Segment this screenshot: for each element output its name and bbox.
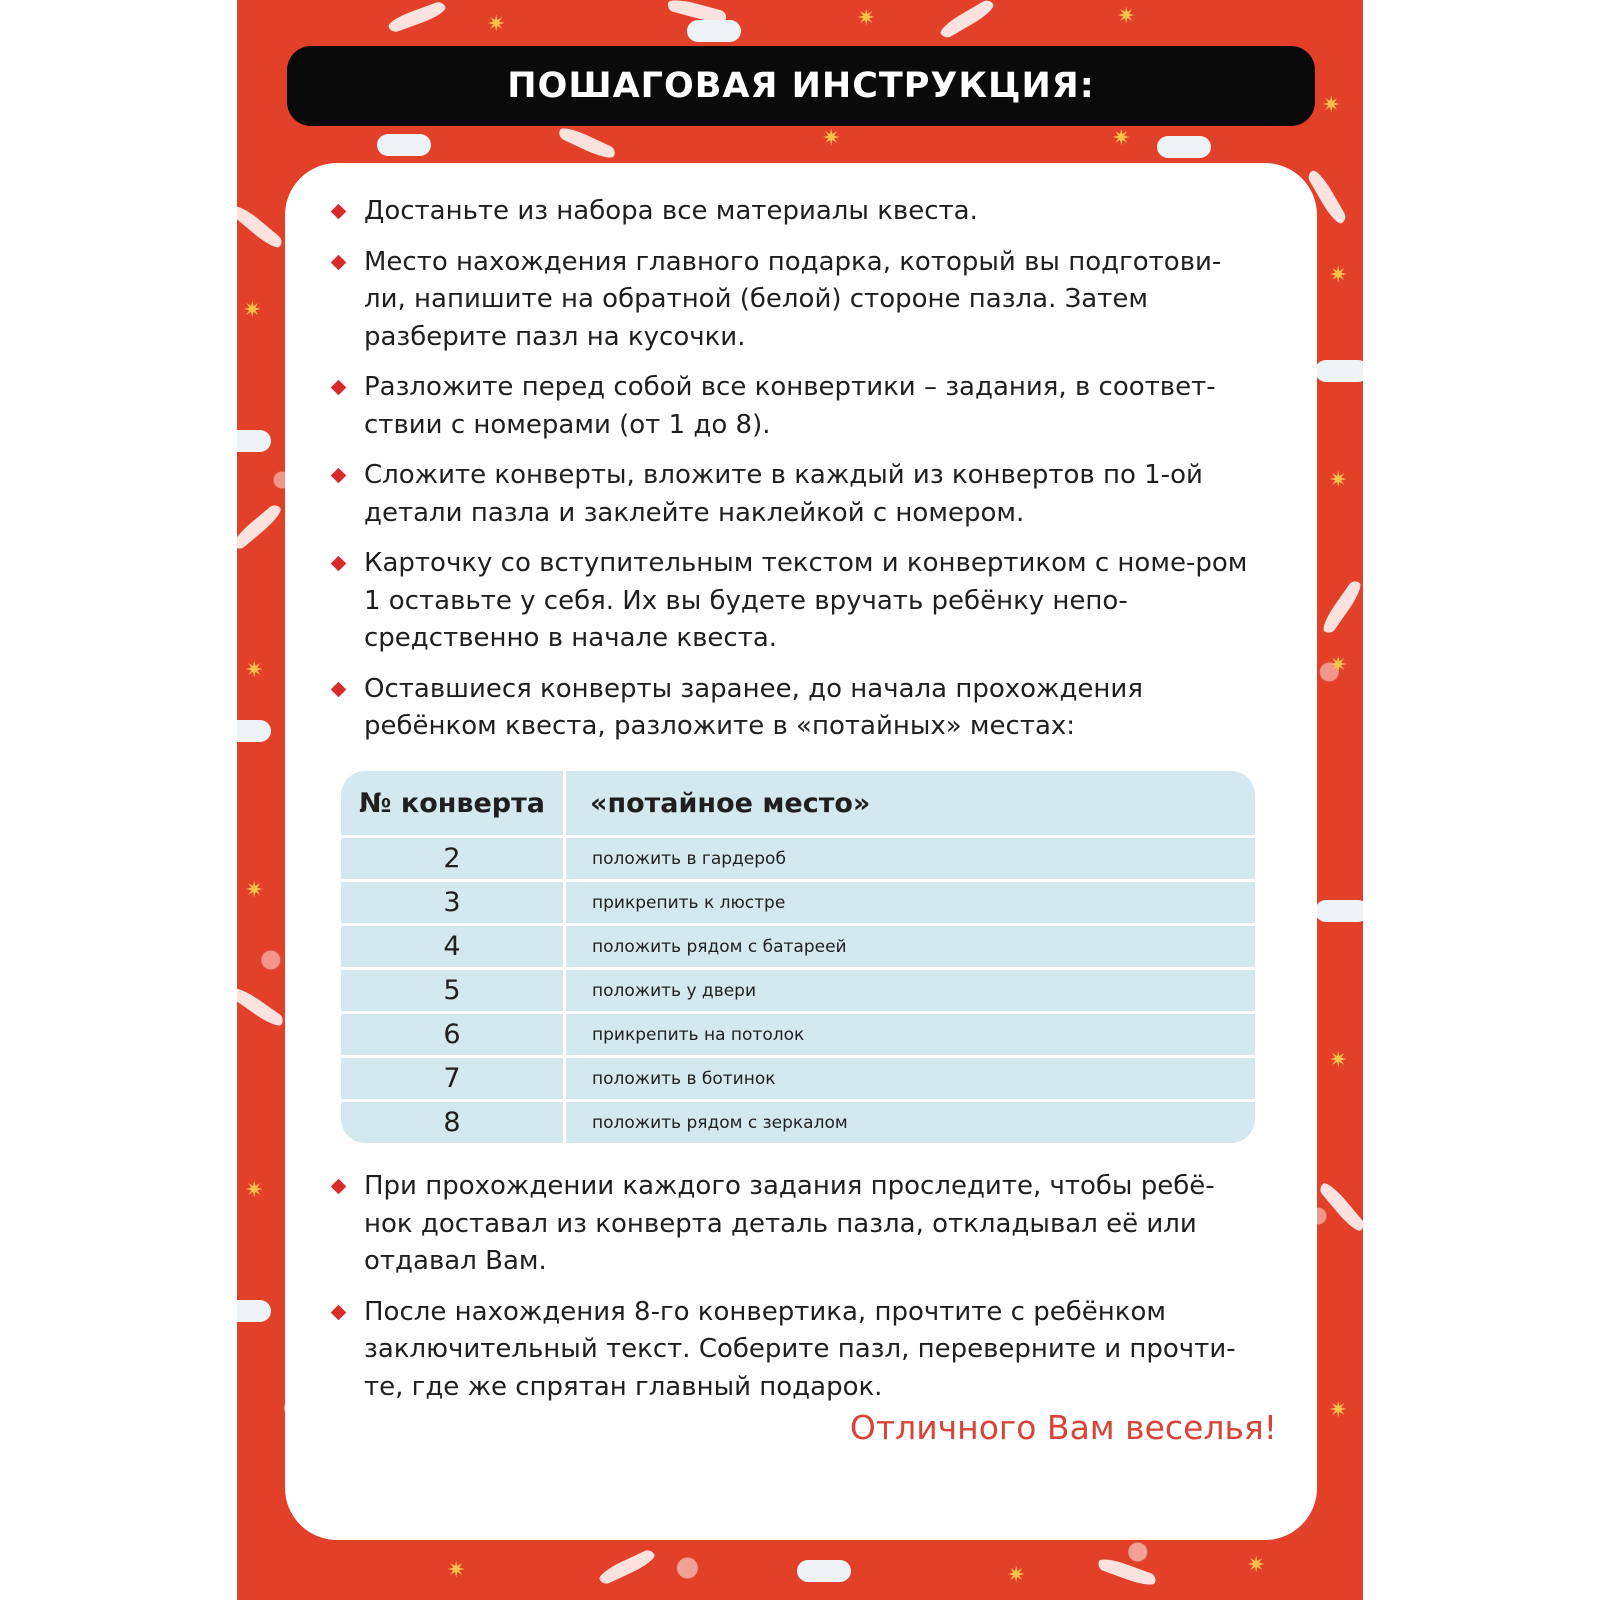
cloud-decoration <box>797 1560 851 1582</box>
hiding-place: положить в ботинок <box>566 1058 1255 1102</box>
star-icon: ✷ <box>245 878 264 903</box>
bullet-icon <box>331 254 347 270</box>
star-icon: ✷ <box>857 6 876 31</box>
star-icon: ✷ <box>1329 1398 1348 1423</box>
bullet-icon <box>331 204 347 220</box>
envelope-number: 7 <box>341 1058 566 1102</box>
hiding-place: положить рядом с зеркалом <box>592 1112 848 1133</box>
star-icon: ✷ <box>447 1558 466 1583</box>
star-icon: ✷ <box>1112 126 1131 151</box>
table-row <box>341 926 1255 970</box>
table-row <box>341 838 1255 882</box>
star-icon: ✷ <box>822 126 841 151</box>
feather-decoration <box>1317 1180 1363 1235</box>
steps-list <box>329 193 1259 759</box>
cloud-decoration <box>237 430 271 452</box>
star-icon: ✷ <box>1007 1563 1026 1588</box>
table-row <box>341 970 1255 1014</box>
cloud-decoration <box>1315 360 1363 382</box>
page-title: ПОШАГОВАЯ ИНСТРУКЦИЯ: <box>507 66 1095 106</box>
star-icon: ✷ <box>245 1178 264 1203</box>
star-icon: ✷ <box>1329 653 1348 678</box>
star-icon: ✷ <box>1329 1048 1348 1073</box>
header-bar <box>287 46 1315 126</box>
content-panel <box>285 163 1317 1540</box>
cloud-decoration <box>377 134 431 156</box>
star-icon: ✷ <box>1322 93 1341 118</box>
step-item <box>329 244 1259 357</box>
column-header-envelope-number: № конверта <box>341 771 566 838</box>
star-icon: ✷ <box>243 298 262 323</box>
hiding-place: положить у двери <box>566 970 1255 1014</box>
step-item <box>329 457 1259 532</box>
feather-decoration <box>1096 1555 1157 1589</box>
envelope-number: 3 <box>341 882 566 926</box>
bullet-icon <box>331 1304 347 1320</box>
feather-decoration <box>237 984 286 1030</box>
star-icon: ✷ <box>1247 1553 1266 1578</box>
hiding-place: прикрепить на потолок <box>566 1014 1255 1058</box>
step-item <box>329 1168 1259 1281</box>
step-item <box>329 545 1259 658</box>
cloud-decoration <box>1315 900 1363 922</box>
table-row <box>341 1058 1255 1102</box>
cloud-decoration <box>237 720 271 742</box>
step-text: Оставшиеся конверты заранее, до начала прохождения ребёнком квеста, разложите в «потайных» местах: <box>364 673 1143 741</box>
table-row <box>341 1102 1255 1143</box>
bullet-icon <box>331 1179 347 1195</box>
hiding-place: прикрепить к люстре <box>566 882 1255 926</box>
step-text: Место нахождения главного подарка, который вы подготови-ли, напишите на обратной (белой) стороне пазла. Затем разберите пазл на кусочки. <box>364 246 1222 352</box>
table-header-row <box>341 771 1255 838</box>
step-text: После нахождения 8-го конвертика, прочтите с ребёнком заключительный текст. Соберите пазл, переверните и прочти-те, где же спрятан главный подарок. <box>364 1296 1236 1402</box>
step-item <box>329 193 1259 231</box>
hiding-places-table <box>341 771 1255 1143</box>
cloud-decoration <box>687 20 741 42</box>
star-icon: ✷ <box>1117 4 1136 29</box>
envelope-number: 2 <box>341 838 566 882</box>
star-icon: ✷ <box>1329 263 1348 288</box>
feather-decoration <box>597 1548 657 1586</box>
step-item <box>329 671 1259 746</box>
instruction-card <box>237 0 1363 1600</box>
table-row <box>341 882 1255 926</box>
feather-decoration <box>1319 578 1363 635</box>
step-text: Сложите конверты, вложите в каждый из конвертов по 1-ой детали пазла и заклейте наклейкой с номером. <box>364 460 1203 528</box>
envelope-number: 6 <box>341 1014 566 1058</box>
feather-decoration <box>237 502 284 551</box>
feather-decoration <box>938 0 997 40</box>
step-item <box>329 369 1259 444</box>
step-text: Карточку со вступительным текстом и конвертиком с номе-ром 1 оставьте у себя. Их вы будете вручать ребёнку непо-средственно в начале квеста. <box>364 548 1248 653</box>
step-text: Разложите перед собой все конвертики – задания, в соответ-ствии с номерами (от 1 до 8). <box>364 372 1216 440</box>
feather-decoration <box>557 124 617 162</box>
feather-decoration <box>237 202 284 251</box>
closing-message: Отличного Вам веселья! <box>849 1408 1277 1447</box>
star-icon: ✷ <box>487 12 506 37</box>
column-header-hiding-place: «потайное место» <box>566 771 1255 838</box>
feather-decoration <box>386 0 447 34</box>
envelope-number: 5 <box>341 970 566 1014</box>
cloud-decoration <box>237 1300 271 1322</box>
bullet-icon <box>331 468 347 484</box>
table-row <box>341 1014 1255 1058</box>
step-item <box>329 1294 1259 1407</box>
envelope-number: 4 <box>341 926 566 970</box>
hiding-place: положить в гардероб <box>566 838 1255 882</box>
bullet-icon <box>331 556 347 572</box>
envelope-number: 8 <box>341 1102 566 1143</box>
hiding-place: положить рядом с батареей <box>566 926 1255 970</box>
cloud-decoration <box>1157 136 1211 158</box>
star-icon: ✷ <box>245 658 264 683</box>
step-text: Достаньте из набора все материалы квеста. <box>364 196 978 226</box>
bullet-icon <box>331 681 347 697</box>
step-text: При прохождении каждого задания проследите, чтобы ребё-нок доставал из конверта деталь пазла, откладывал её или отдавал Вам. <box>364 1171 1215 1276</box>
final-steps-list <box>329 1168 1259 1419</box>
star-icon: ✷ <box>1329 468 1348 493</box>
bullet-icon <box>331 380 347 396</box>
